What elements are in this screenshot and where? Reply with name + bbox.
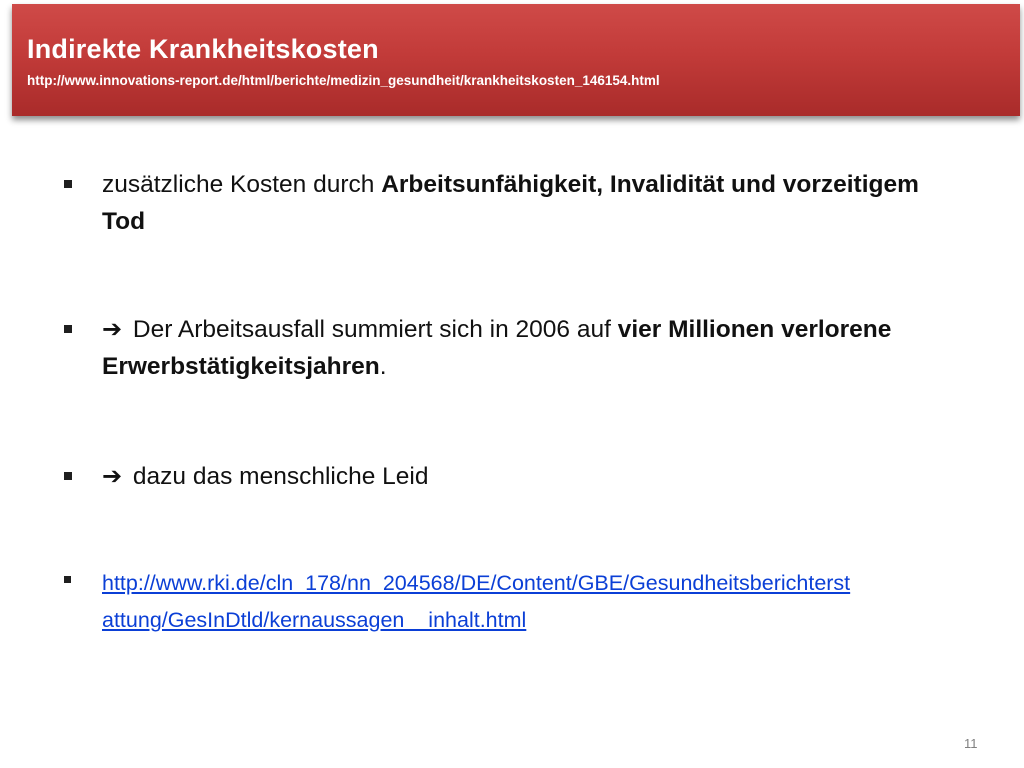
slide-title: Indirekte Krankheitskosten (27, 34, 379, 64)
bullet-text (102, 458, 962, 495)
square-bullet-icon (64, 180, 72, 188)
bullet-plain-text: dazu das menschliche Leid (126, 463, 429, 490)
bullet-text (102, 166, 962, 240)
square-bullet-icon (64, 472, 72, 480)
right-arrow-icon: ➔ (102, 315, 123, 343)
title-source-url: http://www.innovations-report.de/html/berichte/medizin_gesundheit/krankheitskosten_146154.html (27, 73, 660, 88)
bullet-plain-text: zusätzliche Kosten durch (102, 171, 382, 198)
title-bar (12, 4, 1020, 116)
bullet-text (102, 311, 962, 385)
rki-link-line-2[interactable]: attung/GesInDtld/kernaussagen__inhalt.html (102, 608, 527, 632)
bullet-bold-text: Arbeitsunfähigkeit, Invalidität und vorzeitigem Tod (102, 171, 919, 235)
bullet-bold-text: vier Millionen verlorene Erwerbstätigkeitsjahren (102, 316, 892, 380)
rki-link-line-1[interactable]: http://www.rki.de/cln_178/nn_204568/DE/Content/GBE/Gesundheitsberichterst (102, 571, 851, 595)
square-bullet-icon (64, 576, 71, 583)
square-bullet-icon (64, 325, 72, 333)
page-number: 11 (964, 736, 978, 751)
bullet-tail-text: . (379, 353, 387, 380)
bullet-plain-text: Der Arbeitsausfall summiert sich in 2006 auf (126, 316, 618, 343)
right-arrow-icon: ➔ (102, 462, 123, 490)
bullet-link-block (102, 564, 962, 638)
